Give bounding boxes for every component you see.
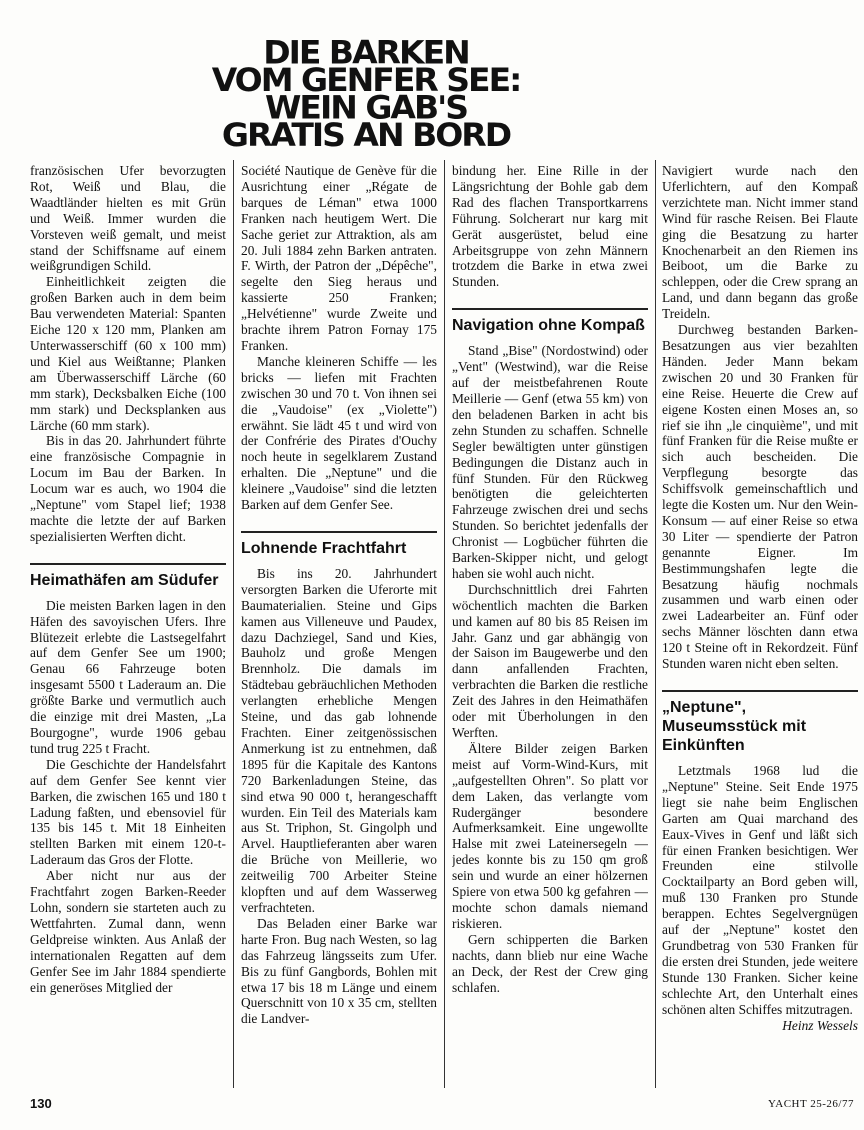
author-signature: Heinz Wessels <box>782 1017 858 1033</box>
column-1 <box>30 163 226 1093</box>
column-4 <box>662 163 858 1093</box>
column-divider <box>233 160 234 1088</box>
headline-line: VOM GENFER SEE: <box>211 60 521 99</box>
paragraph: Durchschnittlich drei Fahrten wöchentlich machten die Barken und kamen auf 80 bis 85 Reisen im Jahr. Ganz und gar abhängig von der Saison im Baugewerbe und den dann anfallenden Frachten, verbrachten die Barken die restliche Zeit des Jahres in den Heimathäfen oder mit Überholungen in den Werften. <box>452 581 648 740</box>
paragraph: Manche kleineren Schiffe — les bricks — liefen mit Frachten zwischen 30 und 70 t. Von ihnen sei die „Vaudoise" (ex „Violette") erwähnt. Sie lädt 45 t und wird von der Confrérie des Pirates d'Ouchy noch heute in segelklarem Zustand erhalten. Die „Neptune" und die kleinere „Vaudoise" sind die letzten Barken auf dem Genfer See. <box>241 353 437 513</box>
magazine-issue: YACHT 25-26/77 <box>768 1098 854 1110</box>
page-number: 130 <box>30 1096 52 1111</box>
paragraph: Einheitlichkeit zeigten die großen Barken auch in dem beim Bau verwendeten Material: Spanten Eiche 120 x 120 mm, Planken am Unterwasserschiff (60 x 100 mm) und Kiel aus Weißtanne; Planken am Überwasserschiff Lärche (60 mm stark), Decksbalken Eiche (100 mm stark) und Decksplanken aus Lärche (60 mm stark). <box>30 274 226 433</box>
paragraph: Bis ins 20. Jahrhundert versorgten Barken die Uferorte mit Baumaterialien. Steine und Gips kamen aus Villeneuve und Paudex, dazu Dachziegel, Sand und Kies, Bauholz und große Mengen Brennholz. Die damals im Städtebau gebräuchlichen Methoden verlangten erhebliche Mengen Steine, und das gab lohnende Frachten. Einer zeitgenössischen Anmerkung ist zu entnehmen, daß 1895 für die Kapitale des Kantons 720 Barkenladungen Steine, das sind etwa 90 000 t, herangeschafft wurden. Ein Teil des Materials kam aus St. Triphon, St. Gingolph und Arvel. Hauptlieferanten aber waren die Brüche von Meillerie, wo zeitweilig 700 Arbeiter Steine klopften und auf dem Wasserweg verfrachteten. <box>241 565 437 915</box>
column-2 <box>241 163 437 1093</box>
headline-line: DIE BARKEN <box>263 33 469 72</box>
paragraph: Stand „Bise" (Nordostwind) oder „Vent" (Westwind), war die Reise auf der meistbefahrenen Route Meillerie — Genf (etwa 55 km) von den beladenen Barken in acht bis zehn Stunden zu schaffen. Schnelle Segler bewältigten unter günstigen Bedingungen die Distanz auch in fünf Stunden. Für den Rückweg benötigten die geleichterten Fahrzeuge zwischen drei und sechs Stunden. So berichtet jedenfalls der Chronist — Logbücher führten die Barken-Skipper nicht, und gelogt haben sie wohl auch nicht. <box>452 343 648 581</box>
paragraph: Aber nicht nur aus der Frachtfahrt zogen Barken-Reeder Lohn, sondern sie starteten auch zu Wettfahrten. Zumal dann, wenn Geldpreise winkten. Aus Anlaß der internationalen Regatten auf dem Genfer See im Jahr 1884 spendierte ein generöses Mitglied der <box>30 868 226 995</box>
column-3 <box>452 163 648 1093</box>
subheading-frachtfahrt: Lohnende Frachtfahrt <box>241 531 437 558</box>
paragraph: Gern schipperten die Barken nachts, dann blieb nur eine Wache an Deck, der Rest der Crew ging schlafen. <box>452 931 648 995</box>
column-divider <box>444 160 445 1088</box>
paragraph: Bis in das 20. Jahrhundert führte eine französische Compagnie in Locum im Bau der Barken. In Locum war es auch, wo 1904 die „Neptune" vom Stapel lief; 1938 machte die letzte der auf Barken spezialisierten Werften dicht. <box>30 433 226 544</box>
headline <box>186 33 546 154</box>
subheading-neptune: „Neptune", Museumsstück mit Einkünften <box>662 690 858 755</box>
paragraph: bindung her. Eine Rille in der Längsrichtung der Bohle gab dem Rad des flachen Transportkarrens Führung. Solcherart nur karg mit Gerät ausgerüstet, belud eine Arbeitsgruppe von zehn Männern trotzdem die Barke in etwa zwei Stunden. <box>452 163 648 290</box>
paragraph: Das Beladen einer Barke war harte Fron. Bug nach Westen, so lag das Fahrzeug längsseits zum Ufer. Bis zu fünf Gangbords, Bohlen mit etwa 17 bis 18 m Länge und einem Querschnitt von 10 x 35 cm, stellten die Landver- <box>241 915 437 1027</box>
subheading-navigation: Navigation ohne Kompaß <box>452 308 648 335</box>
paragraph: französischen Ufer bevorzugten Rot, Weiß und Blau, die Waadtländer hielten es mit Grün und Weiß. Immer wurden die Vorsteven weiß gemalt, und meist stand der Schiffsname auf einem weißgrundigen Schild. <box>30 163 226 274</box>
paragraph: Navigiert wurde nach den Uferlichtern, auf den Kompaß verzichtete man. Nicht immer stand Wind für rasche Reisen. Bei Flaute ging die Besatzung zu harter Knochenarbeit an den Riemen ins Beiboot, um die Barke zu schleppen, oder die Crew sprang an Land, und dann begann das große Treideln. <box>662 163 858 322</box>
paragraph: Die Geschichte der Handelsfahrt auf dem Genfer See kennt vier Barken, die zwischen 165 und 180 t Ladung faßten, und ebensoviel für 135 bis 145 t. Mit 18 Einheiten stellten Barken mit einem 120-t-Laderaum das Gros der Flotte. <box>30 756 226 868</box>
paragraph: Société Nautique de Genève für die Ausrichtung einer „Régate de barques de Léman" etwa 1000 Franken nach heutigem Wert. Die Sache geriet zur Attraktion, als am 20. Juli 1884 zehn Barken antraten. F. Wirth, der Patron der „Dépêche", segelte den Sieg heraus und kassierte 250 Franken; „Helvétienne" wurde Zweite und brachte ihrem Patron Fornay 175 Franken. <box>241 163 437 353</box>
headline-line: GRATIS AN BORD <box>221 115 511 154</box>
paragraph: Letztmals 1968 lud die „Neptune" Steine. Seit Ende 1975 liegt sie nahe beim Englischen Garten am Quai marchand des Eaux-Vives in Genf und läßt sich für einen Franken besichtigen. Wer Freunden eine stilvolle Cocktailparty an Bord geben will, muß 130 Franken pro Stunde berappen. Echtes Segelvergnügen auf der „Neptune" kostet den Grundbetrag von 530 Franken für die ersten drei Stunden, jede weitere Stunde 130 Franken. Sicher keine schlechte Art, den Unterhalt eines schönen alten Schiffes mitzutragen. <box>662 763 858 1017</box>
paragraph: Die meisten Barken lagen in den Häfen des savoyischen Ufers. Ihre Blütezeit erlebte die Lastsegelfahrt auf dem Genfer See um 1900; Genau 66 Fahrzeuge boten insgesamt 5500 t Laderaum an. Die größte Barke und vermutlich auch die einzige mit drei Masten, „La Bourgogne", wurde 1906 gebau tund trug 225 t Fracht. <box>30 597 226 756</box>
paragraph: Ältere Bilder zeigen Barken meist auf Vorm-Wind-Kurs, mit „aufgestellten Ohren". So platt vor dem Laken, das verlangte vom Rudergänger besondere Aufmerksamkeit. Eine ungewollte Halse mit zwei Lateinersegeln — jedes konnte bis zu 150 qm groß sein und wurde an einer hölzernen Spiere von etwa 500 kg gefahren — mochte schon damals niemand riskieren. <box>452 740 648 931</box>
subheading-heimathaefen: Heimathäfen am Südufer <box>30 563 226 590</box>
column-divider <box>655 160 656 1088</box>
headline-line: WEIN GAB'S <box>265 88 467 127</box>
paragraph: Durchweg bestanden Barken-Besatzungen aus vier bezahlten Händen. Jeder Mann bekam zwischen 20 und 30 Franken für eine Reise. Heuerte die Crew auf eigene Kosten einen Moses an, so rief sie ihn „le cinquième", und mit fünf Franken für die Reise mußte er sich auch bescheiden. Die Verpflegung besorgte das Schiffsvolk gemeinschaftlich und legte die Kosten um. Nur den Wein-Konsum — auf einer Reise so etwa 30 Liter — spendierte der Patron genannte Eigner. Im Bestimmungshafen legte die Besatzung häufig nochmals zusammen und warb einen oder zwei Ladearbeiter an. Fünf oder sechs Männer löschten dann etwa 120 t Steine oft in Rekordzeit. Fünf Stunden waren nicht eben selten. <box>662 322 858 672</box>
